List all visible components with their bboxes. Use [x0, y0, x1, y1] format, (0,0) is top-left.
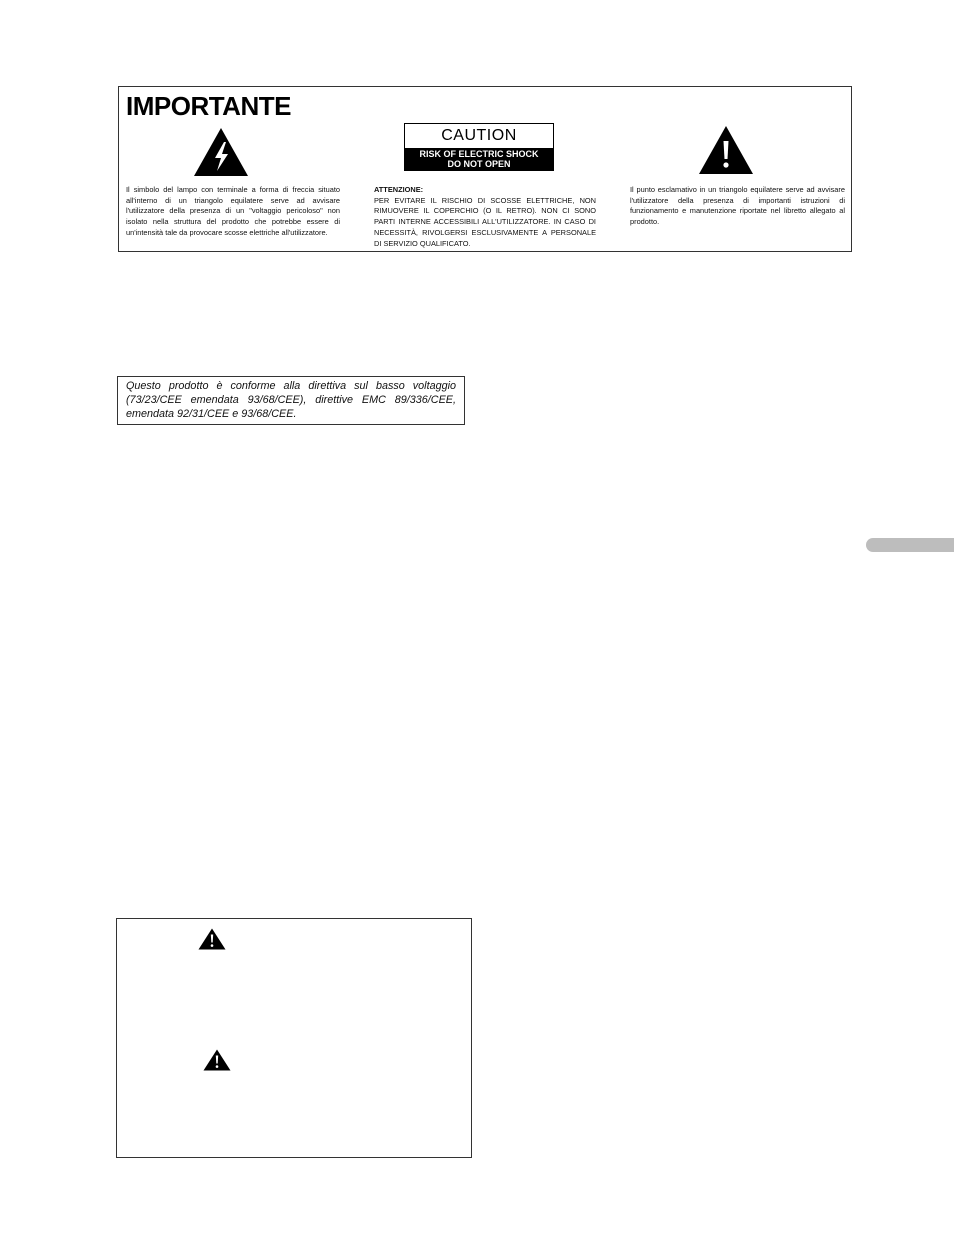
attention-label: ATTENZIONE: — [374, 185, 424, 194]
warning-triangle-icon — [198, 928, 226, 950]
attention-text: PER EVITARE IL RISCHIO DI SCOSSE ELETTRICHE, NON RIMUOVERE IL COPERCHIO (O IL RETRO). NON CI SONO PARTI INTERNE ACCESSIBILI ALL'UTILIZZATORE. IN CASO DI NECESSITÀ, RIVOLGERSI ESCLUSIVAMENTE A PERSONALE DI SERVIZIO QUALIFICATO. — [374, 195, 596, 248]
language-tab-marker — [866, 538, 954, 552]
caution-strip-line1: RISK OF ELECTRIC SHOCK — [419, 149, 539, 159]
caution-label — [404, 123, 554, 171]
caution-strip — [405, 148, 553, 171]
importante-panel — [118, 86, 852, 252]
caution-word: CAUTION — [441, 127, 517, 144]
exclamation-description: Il punto esclamativo in un triangolo equilatere serve ad avvisare l'utilizzatore della presenza di importanti istruzioni di funzionamento e manutenzione riportate nel libretto allegato al prodotto. — [630, 185, 845, 227]
lightning-triangle-icon — [193, 127, 249, 177]
warning-panel — [116, 918, 472, 1158]
conformity-notice: Questo prodotto è conforme alla direttiva sul basso voltaggio (73/23/CEE emendata 93/68/CEE), direttive EMC 89/336/CEE, emendata 92/31/CEE e 93/68/CEE. — [117, 376, 465, 425]
importante-title: IMPORTANTE — [126, 91, 291, 121]
lightning-description: Il simbolo del lampo con terminale a forma di freccia situato all'interno di un triangolo equilatere serve ad avvisare l'utilizzatore della presenza di un "voltaggio pericoloso" non isolato nella struttura del prodotto che potrebbe essere di un'intensità tale da provocare scosse elettriche all'utilizzatore. — [126, 185, 340, 237]
warning-triangle-icon — [203, 1049, 231, 1071]
exclamation-triangle-icon — [698, 125, 754, 175]
attention-block — [374, 185, 596, 249]
caution-strip-line2: DO NOT OPEN — [447, 159, 511, 169]
